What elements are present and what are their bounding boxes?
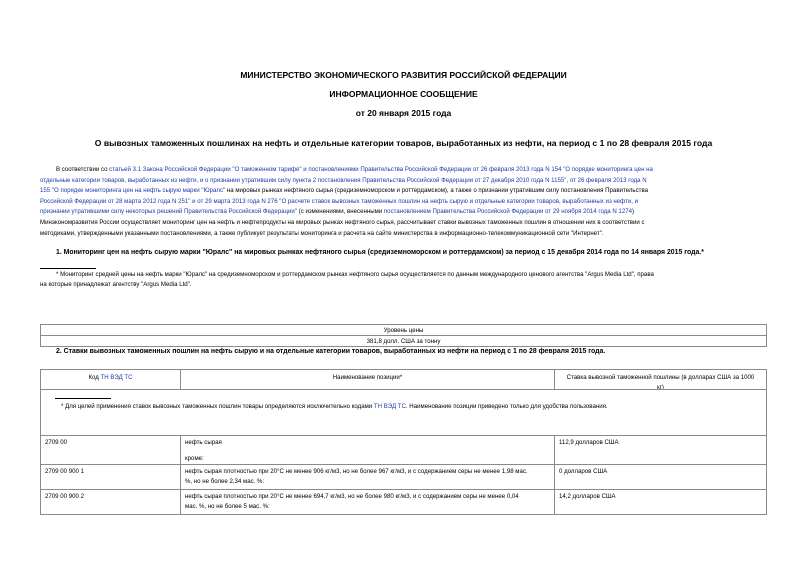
table-row-2-name [180, 464, 555, 490]
name-value: %, но не более 2,34 мас. %: [185, 477, 265, 485]
intro-text: Минэкономразвития России осуществляет мониторинг цен на нефть и нефтепродукты на мировых рынках нефтяного сырья, рассчитывает ставки вывозных таможенных пошлин в отношении них в соответствии с [40, 218, 645, 226]
law-link[interactable]: статьей 3.1 Закона Российской Федерации "О таможенном тарифе" и постановлениями Правительства Российской Федерации от 26 февраля 2013 года N 154 "О порядке мониторинга цен на [109, 166, 653, 173]
code-value: 2709 00 [45, 439, 68, 446]
table-row-1-name [180, 435, 555, 465]
column-header-name [180, 369, 555, 390]
note-divider [55, 398, 111, 399]
resolution-155-link[interactable]: 155 "О порядке мониторинга цен на нефть сырую марки "Юралс" [40, 187, 226, 195]
price-value: 381,8 долл. США за тонну [366, 338, 441, 345]
resolution-276-link-cont[interactable]: признании утратившими силу некоторых решений Правительства Российской Федерации" [40, 208, 297, 216]
tnved-link[interactable]: ТН ВЭД ТС [100, 374, 133, 381]
resolution-1274-link[interactable]: постановлением Правительства Российской Федерации от 29 ноября 2014 года N 1274 [383, 208, 632, 216]
code-value: 2709 00 900 2 [45, 493, 84, 500]
column-header-code [40, 369, 181, 390]
page-title: О вывозных таможенных пошлинах на нефть и отдельные категории товаров, выработанных из нефти, на период с 1 по 28 февраля 2015 года [94, 138, 713, 148]
table-row-1-code [40, 435, 181, 465]
name-value: нефть сырая [185, 439, 222, 446]
intro-text: методиками, утвержденными указанными постановлениями, а также публикует результаты мониторинга и расчета на сайте министерства в информационно-телекоммуникационной сети "Интернет". [40, 229, 604, 237]
rate-value: 112,9 долларов США [559, 439, 619, 446]
table-row-2-code [40, 464, 181, 490]
name-value: нефть сырая плотностью при 20°С не менее 906 кг/м3, но не более 967 кг/м3, и с содержанием серы не менее 1,98 мас. [185, 468, 528, 475]
price-value-cell [40, 335, 767, 347]
name-value: нефть сырая плотностью при 20°С не менее 694,7 кг/м3, но не более 980 кг/м3, и с содержанием серы не менее 0,04 [185, 493, 519, 500]
footnote-line: * Мониторинг средней цены на нефть марки "Юралс" на средиземноморском и роттердамском рынках нефтяного сырья осуществляется по данным международного ценового агентства "Argus Media Ltd", права [56, 271, 654, 278]
column-header-rate [554, 369, 767, 390]
section-1-heading: 1. Мониторинг цен на нефть сырую марки "Юралс" на мировых рынках нефтяного сырья (средиземноморском и роттердамском) за период с 15 декабря 2014 года по 14 января 2015 года.* [56, 249, 704, 256]
footnote-line: на которые принадлежат агентству "Argus Media Ltd". [40, 281, 192, 288]
intro-text: В соответствии со [56, 166, 110, 173]
column-header-name-text: Наименование позиции* [332, 374, 403, 381]
name-value: кроме: [185, 454, 204, 462]
name-value: мас. %, но не более 5 мас. %: [185, 502, 270, 510]
column-header-rate-text: Ставка вывозной таможенной пошлины (в долларах США за 1000 [566, 374, 755, 381]
ministry-name: МИНИСТЕРСТВО ЭКОНОМИЧЕСКОГО РАЗВИТИЯ РОССИЙСКОЙ ФЕДЕРАЦИИ [240, 70, 567, 80]
intro-text: ) [632, 208, 635, 216]
table-note [61, 402, 762, 412]
resolution-link[interactable]: отдельные категории товаров, выработанных из нефти, и о признании утратившим силу пункта 2 постановления Правительства Российской Федерации от 27 декабря 2010 года N 1155", от 26 февраля 2013 года N [40, 176, 647, 184]
table-row-1-rate [554, 435, 767, 465]
footnote-divider [40, 268, 96, 269]
note-text: . Наименование позиции приведено только для удобства пользования. [405, 403, 608, 410]
section-2-heading: 2. Ставки вывозных таможенных пошлин на нефть сырую и на отдельные категории товаров, выработанных из нефти на период с 1 по 28 февраля 2015 года. [56, 348, 606, 355]
resolution-276-link[interactable]: Российской Федерации от 28 марта 2012 года N 251" и от 29 марта 2013 года N 276 "О расчете ставок вывозных таможенных пошлин на нефть сырую и отдельные категории товаров, выработанных из нефти, и [40, 197, 639, 205]
table-row-3-code [40, 489, 181, 515]
tnved-note-link[interactable]: ТН ВЭД ТС [373, 403, 406, 410]
document-date: от 20 января 2015 года [355, 108, 452, 118]
rate-value: 14,2 долларов США [559, 493, 616, 500]
code-value: 2709 00 900 1 [45, 468, 84, 475]
column-header-rate-text: кг) [657, 383, 664, 390]
intro-paragraph [40, 165, 766, 239]
rate-value: 0 долларов США [559, 468, 608, 475]
price-header: Уровень цены [383, 327, 424, 334]
table-row-3-rate [554, 489, 767, 515]
note-text: * Для целей применения ставок вывозных таможенных пошлин товары определяются исключительно кодами [61, 403, 374, 410]
table-note-cell [40, 389, 767, 436]
intro-text: (с изменениями, внесенными [297, 208, 384, 216]
intro-text: на мировых рынках нефтяного сырья (средиземноморском и роттердамском), а также о признании утратившим силу постановления Правительства [225, 187, 648, 195]
footnote-1 [40, 270, 768, 290]
table-row-2-rate [554, 464, 767, 490]
table-row-3-name [180, 489, 555, 515]
column-header-code-text: Код [88, 374, 101, 381]
document-type: ИНФОРМАЦИОННОЕ СООБЩЕНИЕ [329, 89, 478, 99]
